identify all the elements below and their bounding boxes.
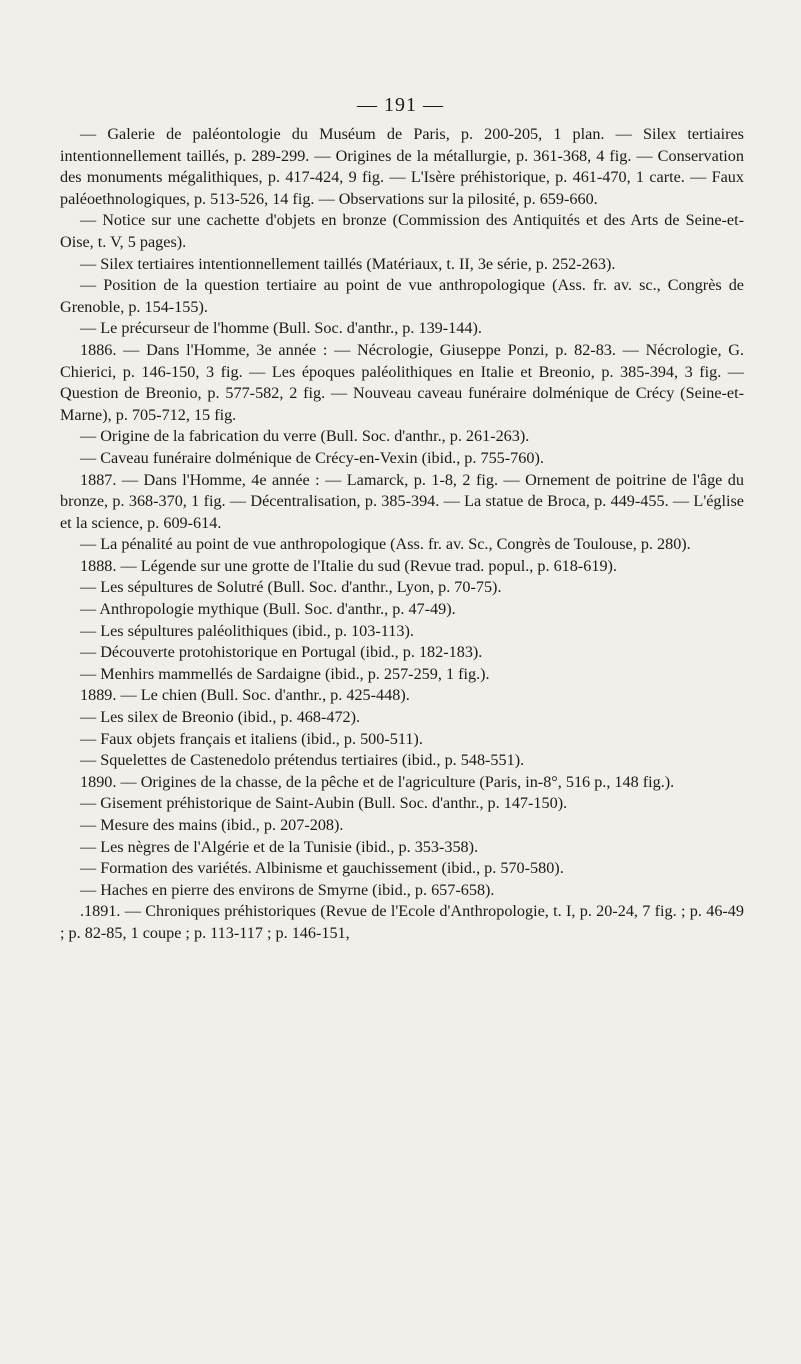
bibliography-entry: 1886. — Dans l'Homme, 3e année : — Nécrologie, Giuseppe Ponzi, p. 82-83. — Nécrologie, G. Chierici, p. 146-150, 3 fig. — Les époques paléolithiques en Italie et Breonio, p. 385-394, 3 fig. — Question de Breonio, p. 577-582, 2 fig. — Nouveau caveau funéraire dolménique de Crécy (Seine-et-Marne), p. 705-712, 15 fig. <box>60 340 744 424</box>
bibliography-text <box>60 124 744 945</box>
bibliography-entry: — Formation des variétés. Albinisme et gauchissement (ibid., p. 570-580). <box>80 859 564 878</box>
bibliography-entry: — Position de la question tertiaire au point de vue anthropologique (Ass. fr. av. sc., Congrès de Grenoble, p. 154-155). <box>60 276 744 316</box>
bibliography-entry: — Silex tertiaires intentionnellement taillés (Matériaux, t. II, 3e série, p. 252-263). <box>80 254 616 273</box>
bibliography-entry: 1887. — Dans l'Homme, 4e année : — Lamarck, p. 1-8, 2 fig. — Ornement de poitrine de l'âge du bronze, p. 368-370, 1 fig. — Décentralisation, p. 385-394. — La statue de Broca, p. 449-455. — L'église et la science, p. 609-614. <box>60 470 744 532</box>
bibliography-entry: — Squelettes de Castenedolo prétendus tertiaires (ibid., p. 548-551). <box>80 751 525 770</box>
bibliography-entry: — Anthropologie mythique (Bull. Soc. d'anthr., p. 47-49). <box>80 600 456 619</box>
bibliography-entry: 1888. — Légende sur une grotte de l'Italie du sud (Revue trad. popul., p. 618-619). <box>80 556 617 575</box>
bibliography-entry: — Les nègres de l'Algérie et de la Tunisie (ibid., p. 353-358). <box>80 837 479 856</box>
bibliography-entry: — La pénalité au point de vue anthropologique (Ass. fr. av. Sc., Congrès de Toulouse, p. 280). <box>80 535 691 554</box>
bibliography-entry: — Les sépultures paléolithiques (ibid., p. 103-113). <box>80 621 414 640</box>
bibliography-entry: — Le précurseur de l'homme (Bull. Soc. d'anthr., p. 139-144). <box>80 319 482 338</box>
bibliography-entry: — Caveau funéraire dolménique de Crécy-en-Vexin (ibid., p. 755-760). <box>80 448 544 467</box>
bibliography-entry: — Origine de la fabrication du verre (Bull. Soc. d'anthr., p. 261-263). <box>80 427 530 446</box>
bibliography-entry: — Galerie de paléontologie du Muséum de Paris, p. 200-205, 1 plan. — Silex tertiaires intentionnellement taillés, p. 289-299. — Origines de la métallurgie, p. 361-368, 4 fig. — Conservation des monuments mégalithiques, p. 417-424, 9 fig. — L'Isère préhistorique, p. 461-470, 1 carte. — Faux paléoethnologiques, p. 513-526, 14 fig. — Observations sur la pilosité, p. 659-660. <box>60 125 744 208</box>
bibliography-entry: — Notice sur une cachette d'objets en bronze (Commission des Antiquités et des Arts de Seine-et-Oise, t. V, 5 pages). <box>60 211 744 251</box>
bibliography-entry: — Mesure des mains (ibid., p. 207-208). <box>80 816 344 834</box>
page-number: — 191 — <box>357 94 444 116</box>
bibliography-entry: — Gisement préhistorique de Saint-Aubin (Bull. Soc. d'anthr., p. 147-150). <box>80 794 568 813</box>
bibliography-entry: — Les sépultures de Solutré (Bull. Soc. d'anthr., Lyon, p. 70-75). <box>80 578 502 597</box>
bibliography-entry: — Les silex de Breonio (ibid., p. 468-472). <box>80 708 361 727</box>
bibliography-entry: — Découverte protohistorique en Portugal (ibid., p. 182-183). <box>80 643 483 662</box>
bibliography-entry: — Faux objets français et italiens (ibid., p. 500-511). <box>80 729 423 748</box>
bibliography-entry: — Menhirs mammellés de Sardaigne (ibid., p. 257-259, 1 fig.). <box>80 664 490 683</box>
bibliography-entry: 1890. — Origines de la chasse, de la pêche et de l'agriculture (Paris, in-8°, 516 p., 148 fig.). <box>80 772 675 791</box>
bibliography-entry: 1889. — Le chien (Bull. Soc. d'anthr., p. 425-448). <box>80 686 410 705</box>
bibliography-entry: — Haches en pierre des environs de Smyrne (ibid., p. 657-658). <box>80 880 495 899</box>
bibliography-entry: .1891. — Chroniques préhistoriques (Revue de l'Ecole d'Anthropologie, t. I, p. 20-24, 7 fig. ; p. 46-49 ; p. 82-85, 1 coupe ; p. 113-117 ; p. 146-151, <box>60 902 744 942</box>
